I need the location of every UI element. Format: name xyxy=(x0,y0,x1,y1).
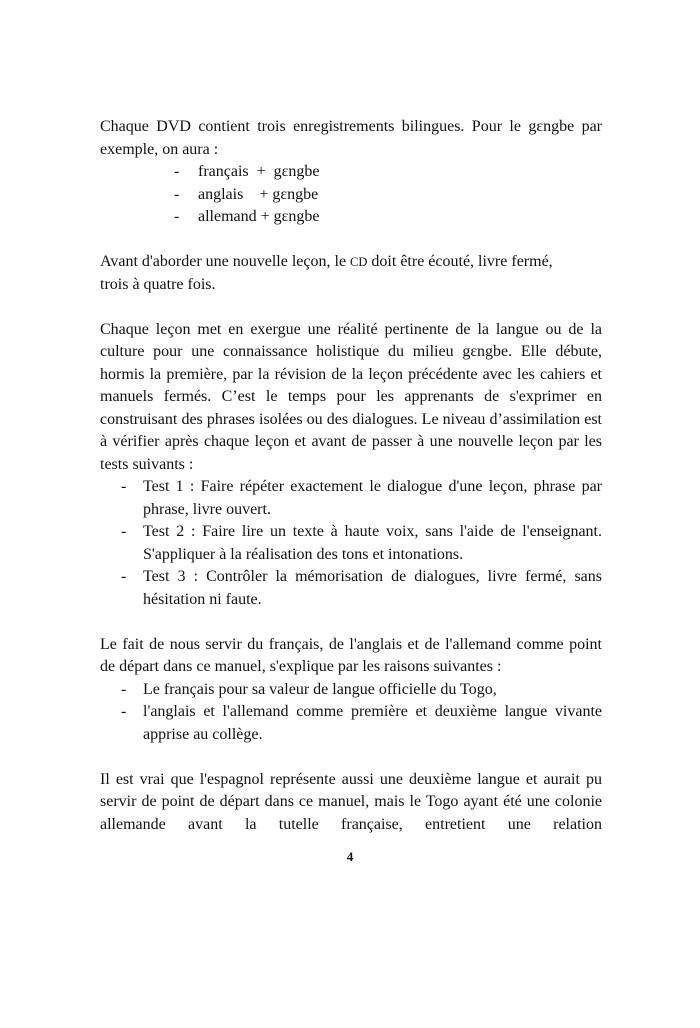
dash-bullet: - xyxy=(121,703,127,720)
list-item xyxy=(100,701,602,746)
spanish-paragraph: Il est vrai que l'espagnol représente aussi une deuxième langue et aurait pu servir de point de départ dans ce manuel, mais le Togo ayant été une colonie allemande avant la tutelle française, entretient une relation xyxy=(100,770,602,833)
list-item-text: Test 1 : Faire répéter exactement le dialogue d'une leçon, phrase par phrase, livre ouvert. xyxy=(143,478,602,518)
dash-bullet: - xyxy=(121,680,127,698)
reasons-list xyxy=(100,679,602,747)
listening-paragraph-line2: trois à quatre fois. xyxy=(100,275,216,293)
page-number: 4 xyxy=(346,849,354,864)
listening-paragraph: Avant d'aborder une nouvelle leçon, le CD doit être écouté, livre fermé, xyxy=(100,253,553,270)
dash-bullet: - xyxy=(121,523,127,540)
document-page xyxy=(100,116,602,836)
list-item-text: allemand + gɛngbe xyxy=(198,208,320,225)
cd-abbreviation: CD xyxy=(350,255,368,269)
list-item-text: Le français pour sa valeur de langue officielle du Togo, xyxy=(143,680,497,698)
tests-list xyxy=(100,476,602,611)
dash-bullet: - xyxy=(121,478,127,495)
list-item-text: anglais + gɛngbe xyxy=(198,185,319,203)
list-item xyxy=(100,476,602,521)
list-item-text: Test 3 : Contrôler la mémorisation de dialogues, livre fermé, sans hésitation ni faute. xyxy=(143,568,602,608)
dash-bullet: - xyxy=(174,163,180,180)
list-item xyxy=(100,521,602,566)
list-item xyxy=(100,184,602,207)
list-item-text: l'anglais et l'allemand comme première et deuxième langue vivante apprise au collège. xyxy=(143,703,602,743)
reasons-paragraph: Le fait de nous servir du français, de l'anglais et de l'allemand comme point de départ dans ce manuel, s'explique par les raisons suivantes : xyxy=(100,635,602,675)
list-item xyxy=(100,566,602,611)
dash-bullet: - xyxy=(121,568,127,585)
list-item xyxy=(100,161,602,184)
list-item-text: français + gɛngbe xyxy=(198,163,320,180)
list-item xyxy=(100,679,602,702)
list-item xyxy=(100,206,602,229)
list-item-text: Test 2 : Faire lire un texte à haute voix, sans l'aide de l'enseignant. S'appliquer à la réalisation des tons et intonations. xyxy=(143,523,602,563)
recordings-list xyxy=(100,161,602,229)
dash-bullet: - xyxy=(174,185,180,203)
intro-paragraph: Chaque DVD contient trois enregistrements bilingues. Pour le gɛngbe par exemple, on aura : xyxy=(100,118,602,158)
dash-bullet: - xyxy=(174,208,180,225)
lesson-paragraph: Chaque leçon met en exergue une réalité pertinente de la langue ou de la culture pour une connaissance holistique du milieu gɛngbe. Elle débute, hormis la première, par la révision de la leçon précédente avec les cahiers et manuels fermés. C’est le temps pour les apprenants de s'exprimer en construisant des phrases isolées ou des dialogues. Le niveau d’assimilation est à vérifier après chaque leçon et avant de passer à une nouvelle leçon par les tests suivants : xyxy=(100,320,602,473)
